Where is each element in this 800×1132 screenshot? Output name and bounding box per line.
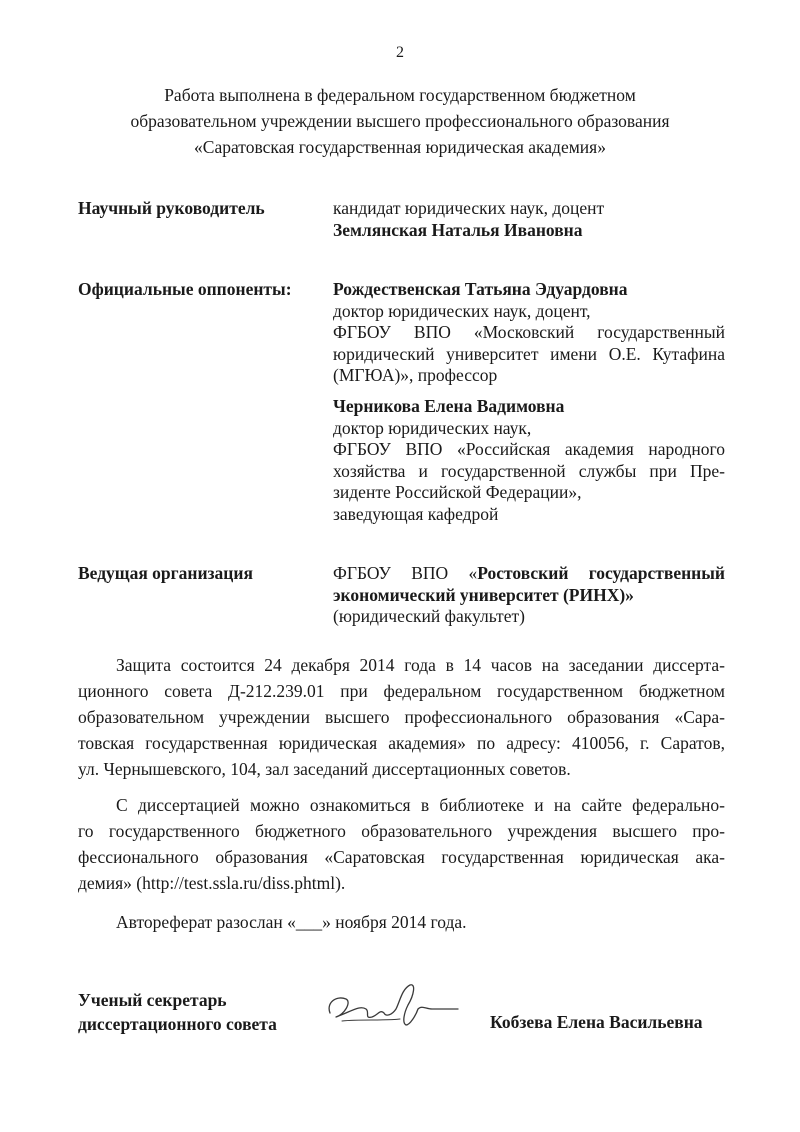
intro-block [80,82,720,160]
intro-line: «Саратовская государственная юридическая академия» [194,137,606,157]
opponent-first-name: Рождественская Татьяна Эдуардовна [333,279,628,299]
handwritten-signature [322,975,462,1035]
paragraph-line: товская государственная юридическая академия» по адресу: 410056, г. Саратов, [78,733,725,753]
leading-org-name-cont: экономический университет (РИНХ)» [333,584,634,605]
leading-org-prefix: ФГБОУ ВПО « [333,563,478,583]
opponent-first-line: юридический университет имени О.Е. Кутафина [333,343,725,364]
defense-paragraph [78,652,725,782]
intro-line: Работа выполнена в федеральном государственном бюджетном [164,85,636,105]
leading-org-label: Ведущая организация [78,563,253,583]
leading-org-faculty: (юридический факультет) [333,606,525,626]
opponent-second-line: хозяйства и государственной службы при Пре- [333,460,725,481]
supervisor-name: Землянская Наталья Ивановна [333,219,583,240]
paragraph-line: ционного совета Д-212.239.01 при федеральном государственном бюджетном [78,681,725,701]
intro-line: образовательном учреждении высшего профессионального образования [130,111,670,131]
paragraph-line: ул. Чернышевского, 104, зал заседаний диссертационных советов. [78,759,571,779]
opponent-first [333,279,725,387]
leading-org-value [333,563,725,628]
opponents-label: Официальные оппоненты: [78,279,292,299]
paragraph-line: фессионального образования «Саратовская государственная юридическая ака- [78,847,725,867]
opponent-second-line: заведующая кафедрой [333,503,499,524]
paragraph-line: демия» (http://test.ssla.ru/diss.phtml). [78,873,346,893]
opponent-second-line: ФГБОУ ВПО «Российская академия народного [333,439,725,459]
paragraph-line: го государственного бюджетного образовательного учреждения высшего про- [78,821,725,841]
opponent-first-line: (МГЮА)», профессор [333,365,498,385]
opponent-second-line: доктор юридических наук, [333,417,532,438]
secretary-label [78,988,277,1036]
supervisor-value [333,198,725,241]
paragraph-line: Защита состоится 24 декабря 2014 года в 14 часов на заседании диссерта- [116,655,725,675]
library-paragraph [78,792,725,896]
leading-org-name: Ростовский государственный [477,563,725,583]
supervisor-label: Научный руководитель [78,198,265,218]
leading-org-line [333,563,725,585]
opponent-second-name: Черникова Елена Вадимовна [333,396,565,416]
abstract-sent [78,909,725,935]
opponent-first-line: доктор юридических наук, доцент, [333,300,591,321]
secretary-name: Кобзева Елена Васильевна [490,1012,703,1032]
opponent-second [333,396,725,525]
opponent-first-line: ФГБОУ ВПО «Московский государственный [333,322,725,342]
opponent-second-line: зиденте Российской Федерации», [333,482,582,502]
secretary-label-line: диссертационного совета [78,1014,277,1034]
abstract-sent-line: Автореферат разослан «___» ноября 2014 года. [116,912,467,932]
paragraph-line: образовательном учреждении высшего профессионального образования «Сара- [78,707,725,727]
page-number: 2 [396,44,404,61]
secretary-label-line: Ученый секретарь [78,990,227,1010]
paragraph-line: С диссертацией можно ознакомиться в библиотеке и на сайте федерально- [116,795,725,815]
supervisor-title: кандидат юридических наук, доцент [333,198,605,218]
